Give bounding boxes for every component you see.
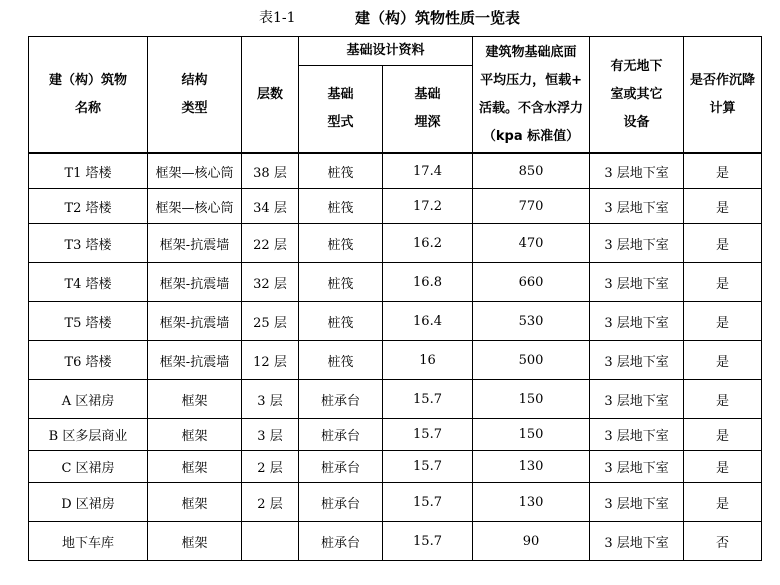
cell-pressure: 150 bbox=[473, 380, 590, 419]
cell-name: 地下车库 bbox=[29, 522, 148, 561]
cell-floors: 3 层 bbox=[242, 419, 299, 451]
cell-floors: 22 层 bbox=[242, 224, 299, 263]
cell-basement: 3 层地下室 bbox=[590, 263, 684, 302]
cell-pressure: 660 bbox=[473, 263, 590, 302]
table-row bbox=[29, 451, 762, 483]
table-caption bbox=[0, 8, 780, 28]
cell-foundation-type: 桩筏 bbox=[299, 302, 383, 341]
cell-basement: 3 层地下室 bbox=[590, 451, 684, 483]
building-properties-table bbox=[28, 36, 762, 561]
cell-foundation-type: 桩承台 bbox=[299, 380, 383, 419]
cell-pressure: 470 bbox=[473, 224, 590, 263]
table-row bbox=[29, 419, 762, 451]
table-row bbox=[29, 522, 762, 561]
cell-settlement-calc: 是 bbox=[684, 341, 762, 380]
cell-structure: 框架 bbox=[148, 419, 242, 451]
table-number: 表1-1 bbox=[259, 10, 296, 26]
cell-foundation-depth: 15.7 bbox=[383, 419, 473, 451]
cell-foundation-type: 桩筏 bbox=[299, 153, 383, 189]
cell-foundation-depth: 16.2 bbox=[383, 224, 473, 263]
cell-floors: 32 层 bbox=[242, 263, 299, 302]
cell-foundation-depth: 16 bbox=[383, 341, 473, 380]
cell-name: C 区裙房 bbox=[29, 451, 148, 483]
cell-foundation-depth: 17.2 bbox=[383, 189, 473, 224]
cell-foundation-type: 桩承台 bbox=[299, 522, 383, 561]
cell-name: A 区裙房 bbox=[29, 380, 148, 419]
cell-settlement-calc: 是 bbox=[684, 483, 762, 522]
cell-pressure: 90 bbox=[473, 522, 590, 561]
table-title: 建（构）筑物性质一览表 bbox=[355, 9, 521, 27]
cell-name: T4 塔楼 bbox=[29, 263, 148, 302]
cell-structure: 框架-抗震墙 bbox=[148, 263, 242, 302]
cell-basement: 3 层地下室 bbox=[590, 189, 684, 224]
cell-basement: 3 层地下室 bbox=[590, 380, 684, 419]
cell-settlement-calc: 是 bbox=[684, 419, 762, 451]
cell-foundation-depth: 16.8 bbox=[383, 263, 473, 302]
table-body bbox=[29, 153, 762, 561]
table-row bbox=[29, 380, 762, 419]
cell-settlement-calc: 是 bbox=[684, 189, 762, 224]
cell-settlement-calc: 是 bbox=[684, 153, 762, 189]
cell-pressure: 500 bbox=[473, 341, 590, 380]
cell-structure: 框架 bbox=[148, 483, 242, 522]
cell-basement: 3 层地下室 bbox=[590, 522, 684, 561]
cell-structure: 框架-抗震墙 bbox=[148, 341, 242, 380]
table-row bbox=[29, 302, 762, 341]
cell-settlement-calc: 是 bbox=[684, 263, 762, 302]
cell-structure: 框架-抗震墙 bbox=[148, 302, 242, 341]
cell-foundation-depth: 15.7 bbox=[383, 380, 473, 419]
table-row bbox=[29, 153, 762, 189]
header-foundation-group: 基础设计资料 bbox=[299, 37, 473, 66]
cell-foundation-type: 桩承台 bbox=[299, 451, 383, 483]
cell-basement: 3 层地下室 bbox=[590, 341, 684, 380]
header-name: 建（构）筑物 名称 bbox=[29, 37, 148, 154]
cell-name: T5 塔楼 bbox=[29, 302, 148, 341]
cell-structure: 框架 bbox=[148, 451, 242, 483]
cell-settlement-calc: 是 bbox=[684, 224, 762, 263]
cell-name: T6 塔楼 bbox=[29, 341, 148, 380]
header-basement: 有无地下 室或其它 设备 bbox=[590, 37, 684, 154]
cell-floors: 38 层 bbox=[242, 153, 299, 189]
cell-pressure: 850 bbox=[473, 153, 590, 189]
cell-structure: 框架—核心筒 bbox=[148, 153, 242, 189]
cell-structure: 框架 bbox=[148, 380, 242, 419]
cell-floors bbox=[242, 522, 299, 561]
cell-foundation-type: 桩承台 bbox=[299, 419, 383, 451]
cell-name: B 区多层商业 bbox=[29, 419, 148, 451]
cell-foundation-depth: 17.4 bbox=[383, 153, 473, 189]
cell-name: T1 塔楼 bbox=[29, 153, 148, 189]
cell-floors: 2 层 bbox=[242, 451, 299, 483]
cell-foundation-type: 桩承台 bbox=[299, 483, 383, 522]
cell-structure: 框架-抗震墙 bbox=[148, 224, 242, 263]
table-row bbox=[29, 189, 762, 224]
cell-basement: 3 层地下室 bbox=[590, 419, 684, 451]
cell-floors: 12 层 bbox=[242, 341, 299, 380]
cell-basement: 3 层地下室 bbox=[590, 153, 684, 189]
cell-foundation-type: 桩筏 bbox=[299, 189, 383, 224]
cell-floors: 3 层 bbox=[242, 380, 299, 419]
cell-settlement-calc: 是 bbox=[684, 302, 762, 341]
table-row bbox=[29, 483, 762, 522]
cell-name: T3 塔楼 bbox=[29, 224, 148, 263]
table-row bbox=[29, 341, 762, 380]
cell-foundation-depth: 16.4 bbox=[383, 302, 473, 341]
cell-pressure: 530 bbox=[473, 302, 590, 341]
cell-structure: 框架 bbox=[148, 522, 242, 561]
cell-basement: 3 层地下室 bbox=[590, 224, 684, 263]
cell-settlement-calc: 是 bbox=[684, 451, 762, 483]
cell-pressure: 770 bbox=[473, 189, 590, 224]
header-foundation-depth: 基础 埋深 bbox=[383, 66, 473, 154]
cell-foundation-depth: 15.7 bbox=[383, 522, 473, 561]
cell-foundation-depth: 15.7 bbox=[383, 483, 473, 522]
table-row bbox=[29, 224, 762, 263]
header-foundation-type: 基础 型式 bbox=[299, 66, 383, 154]
cell-basement: 3 层地下室 bbox=[590, 483, 684, 522]
cell-pressure: 130 bbox=[473, 451, 590, 483]
cell-foundation-type: 桩筏 bbox=[299, 263, 383, 302]
cell-foundation-depth: 15.7 bbox=[383, 451, 473, 483]
cell-floors: 34 层 bbox=[242, 189, 299, 224]
cell-settlement-calc: 否 bbox=[684, 522, 762, 561]
cell-structure: 框架—核心筒 bbox=[148, 189, 242, 224]
cell-floors: 2 层 bbox=[242, 483, 299, 522]
cell-pressure: 150 bbox=[473, 419, 590, 451]
table-row bbox=[29, 263, 762, 302]
cell-name: D 区裙房 bbox=[29, 483, 148, 522]
cell-settlement-calc: 是 bbox=[684, 380, 762, 419]
header-pressure: 建筑物基础底面 平均压力，恒载+ 活载。不含水浮力 （kpa 标准值） bbox=[473, 37, 590, 154]
header-settlement: 是否作沉降 计算 bbox=[684, 37, 762, 154]
cell-name: T2 塔楼 bbox=[29, 189, 148, 224]
cell-pressure: 130 bbox=[473, 483, 590, 522]
cell-foundation-type: 桩筏 bbox=[299, 341, 383, 380]
cell-basement: 3 层地下室 bbox=[590, 302, 684, 341]
cell-floors: 25 层 bbox=[242, 302, 299, 341]
header-structure: 结构 类型 bbox=[148, 37, 242, 154]
header-floors: 层数 bbox=[242, 37, 299, 154]
cell-foundation-type: 桩筏 bbox=[299, 224, 383, 263]
